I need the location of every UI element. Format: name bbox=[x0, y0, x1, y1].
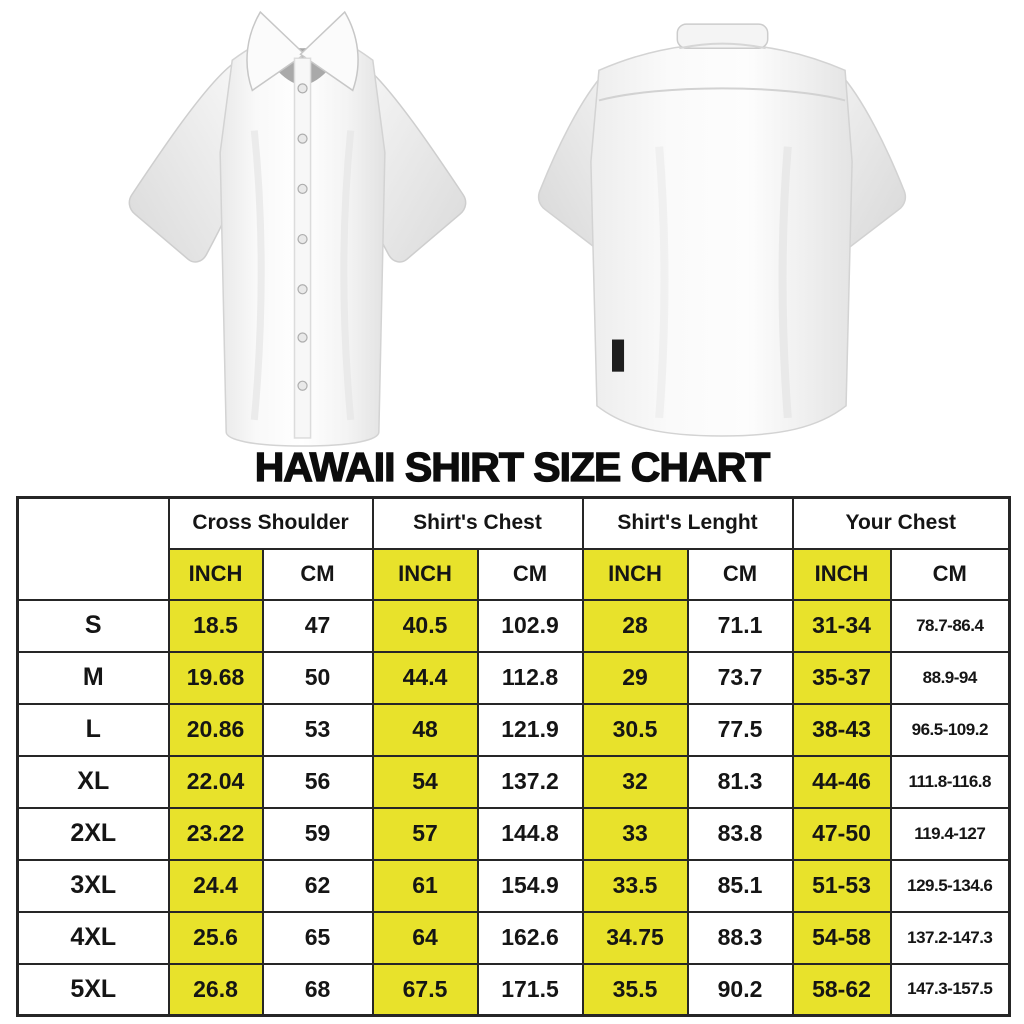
value-cell: 33 bbox=[583, 808, 688, 860]
size-chart-table bbox=[16, 496, 1011, 1017]
value-cell: 61 bbox=[373, 860, 478, 912]
value-cell: 26.8 bbox=[169, 964, 263, 1016]
value-cell: 90.2 bbox=[688, 964, 793, 1016]
value-cell: 59 bbox=[263, 808, 373, 860]
value-cell: 24.4 bbox=[169, 860, 263, 912]
value-cell: 78.7-86.4 bbox=[891, 600, 1010, 652]
unit-cell-inch: INCH bbox=[373, 549, 478, 600]
value-cell: 20.86 bbox=[169, 704, 263, 756]
value-cell: 51-53 bbox=[793, 860, 891, 912]
back-shirt-image bbox=[518, 6, 926, 444]
header-group-row bbox=[18, 498, 1010, 549]
size-cell: 3XL bbox=[18, 860, 169, 912]
value-cell: 85.1 bbox=[688, 860, 793, 912]
value-cell: 137.2-147.3 bbox=[891, 912, 1010, 964]
corner-cell bbox=[18, 498, 169, 600]
value-cell: 119.4-127 bbox=[891, 808, 1010, 860]
size-cell: 5XL bbox=[18, 964, 169, 1016]
value-cell: 96.5-109.2 bbox=[891, 704, 1010, 756]
value-cell: 137.2 bbox=[478, 756, 583, 808]
unit-cell-cm: CM bbox=[478, 549, 583, 600]
value-cell: 83.8 bbox=[688, 808, 793, 860]
size-cell: L bbox=[18, 704, 169, 756]
table-row bbox=[18, 704, 1010, 756]
value-cell: 102.9 bbox=[478, 600, 583, 652]
group-shirts-length: Shirt's Lenght bbox=[583, 498, 793, 549]
unit-cell-inch: INCH bbox=[583, 549, 688, 600]
value-cell: 171.5 bbox=[478, 964, 583, 1016]
value-cell: 19.68 bbox=[169, 652, 263, 704]
page-title: HAWAII SHIRT SIZE CHART bbox=[254, 444, 770, 490]
value-cell: 77.5 bbox=[688, 704, 793, 756]
table-row bbox=[18, 860, 1010, 912]
value-cell: 29 bbox=[583, 652, 688, 704]
value-cell: 65 bbox=[263, 912, 373, 964]
value-cell: 35-37 bbox=[793, 652, 891, 704]
value-cell: 35.5 bbox=[583, 964, 688, 1016]
value-cell: 33.5 bbox=[583, 860, 688, 912]
value-cell: 34.75 bbox=[583, 912, 688, 964]
value-cell: 147.3-157.5 bbox=[891, 964, 1010, 1016]
value-cell: 44.4 bbox=[373, 652, 478, 704]
value-cell: 112.8 bbox=[478, 652, 583, 704]
value-cell: 73.7 bbox=[688, 652, 793, 704]
value-cell: 44-46 bbox=[793, 756, 891, 808]
table-row bbox=[18, 912, 1010, 964]
unit-cell-cm: CM bbox=[688, 549, 793, 600]
value-cell: 23.22 bbox=[169, 808, 263, 860]
back-shirt-body bbox=[591, 44, 852, 436]
front-shirt-image bbox=[100, 0, 495, 448]
value-cell: 53 bbox=[263, 704, 373, 756]
table-row bbox=[18, 756, 1010, 808]
value-cell: 48 bbox=[373, 704, 478, 756]
size-cell: M bbox=[18, 652, 169, 704]
value-cell: 111.8-116.8 bbox=[891, 756, 1010, 808]
table-row bbox=[18, 600, 1010, 652]
value-cell: 67.5 bbox=[373, 964, 478, 1016]
value-cell: 56 bbox=[263, 756, 373, 808]
size-cell: 2XL bbox=[18, 808, 169, 860]
size-cell: 4XL bbox=[18, 912, 169, 964]
value-cell: 47-50 bbox=[793, 808, 891, 860]
value-cell: 121.9 bbox=[478, 704, 583, 756]
value-cell: 40.5 bbox=[373, 600, 478, 652]
value-cell: 58-62 bbox=[793, 964, 891, 1016]
value-cell: 30.5 bbox=[583, 704, 688, 756]
value-cell: 88.3 bbox=[688, 912, 793, 964]
size-cell: XL bbox=[18, 756, 169, 808]
value-cell: 129.5-134.6 bbox=[891, 860, 1010, 912]
unit-cell-cm: CM bbox=[263, 549, 373, 600]
unit-cell-inch: INCH bbox=[793, 549, 891, 600]
value-cell: 28 bbox=[583, 600, 688, 652]
value-cell: 62 bbox=[263, 860, 373, 912]
value-cell: 88.9-94 bbox=[891, 652, 1010, 704]
unit-cell-inch: INCH bbox=[169, 549, 263, 600]
value-cell: 71.1 bbox=[688, 600, 793, 652]
value-cell: 81.3 bbox=[688, 756, 793, 808]
value-cell: 31-34 bbox=[793, 600, 891, 652]
value-cell: 25.6 bbox=[169, 912, 263, 964]
care-tag bbox=[612, 340, 624, 372]
table-row bbox=[18, 652, 1010, 704]
value-cell: 162.6 bbox=[478, 912, 583, 964]
value-cell: 32 bbox=[583, 756, 688, 808]
unit-cell-cm: CM bbox=[891, 549, 1010, 600]
value-cell: 54-58 bbox=[793, 912, 891, 964]
value-cell: 47 bbox=[263, 600, 373, 652]
value-cell: 144.8 bbox=[478, 808, 583, 860]
value-cell: 68 bbox=[263, 964, 373, 1016]
value-cell: 38-43 bbox=[793, 704, 891, 756]
value-cell: 154.9 bbox=[478, 860, 583, 912]
value-cell: 57 bbox=[373, 808, 478, 860]
group-your-chest: Your Chest bbox=[793, 498, 1010, 549]
group-cross-shoulder: Cross Shoulder bbox=[169, 498, 373, 549]
size-cell: S bbox=[18, 600, 169, 652]
table-row bbox=[18, 964, 1010, 1016]
value-cell: 54 bbox=[373, 756, 478, 808]
value-cell: 22.04 bbox=[169, 756, 263, 808]
table-row bbox=[18, 808, 1010, 860]
value-cell: 64 bbox=[373, 912, 478, 964]
value-cell: 50 bbox=[263, 652, 373, 704]
group-shirts-chest: Shirt's Chest bbox=[373, 498, 583, 549]
value-cell: 18.5 bbox=[169, 600, 263, 652]
